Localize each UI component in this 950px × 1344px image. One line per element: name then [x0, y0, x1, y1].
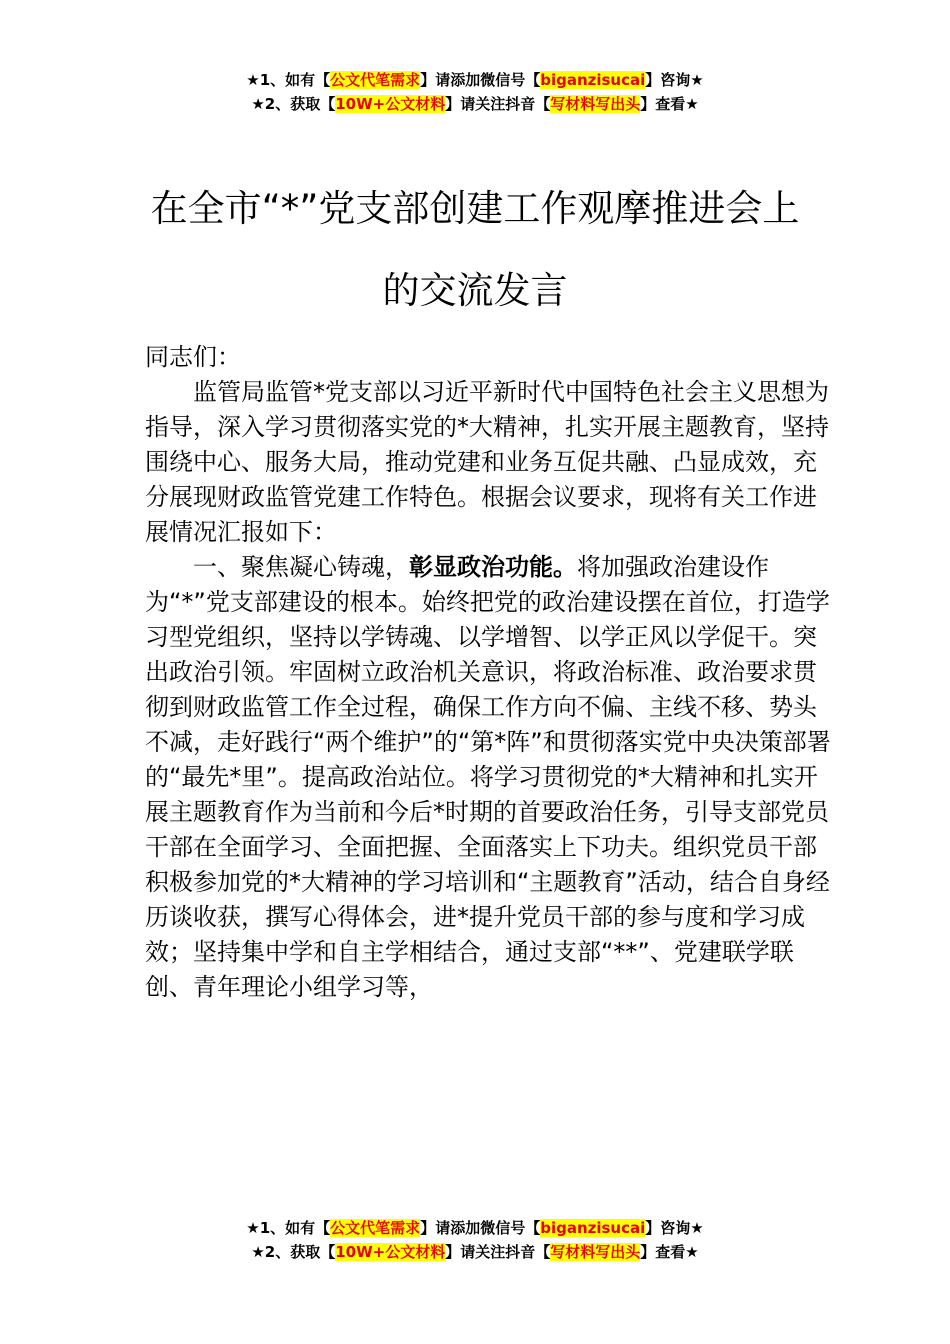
highlight-douyin: 写材料写出头	[550, 95, 641, 113]
footer-highlight-douyin: 写材料写出头	[550, 1243, 641, 1261]
banner-line-2: ★2、获取【10W+公文材料】请关注抖音【写材料写出头】查看★	[251, 95, 699, 113]
intro-paragraph: 监管局监管*党支部以习近平新时代中国特色社会主义思想为指导，深入学习贯彻落实党的*大精神，扎实开展主题教育，坚持围绕中心、服务大局，推动党建和业务互促共融、凸显成效，充分展现财政监管党建工作特色。根据会议要求，现将有关工作进展情况汇报如下：	[145, 378, 829, 546]
document-body	[145, 340, 835, 1005]
footer-highlight-wechat-id: biganzisucai	[540, 1219, 646, 1237]
footer-banner	[0, 1216, 950, 1264]
banner-line-1: ★1、如有【公文代笔需求】请添加微信号【biganzisucai】咨询★	[246, 71, 704, 89]
footer-banner-line-2: ★2、获取【10W+公文材料】请关注抖音【写材料写出头】查看★	[251, 1243, 699, 1261]
highlight-wechat-id: biganzisucai	[540, 71, 646, 89]
title-line-1: 在全市“*”党支部创建工作观摩推进会上	[150, 187, 800, 230]
footer-banner-line-1: ★1、如有【公文代笔需求】请添加微信号【biganzisucai】咨询★	[246, 1219, 704, 1237]
footer-highlight-service: 公文代笔需求	[330, 1219, 421, 1237]
section-one-heading: 一、聚焦凝心铸魂，	[193, 553, 409, 581]
section-one-heading-bold: 彰显政治功能。	[409, 553, 577, 581]
salutation: 同志们：	[145, 343, 241, 371]
footer-highlight-materials: 10W+公文材料	[335, 1243, 446, 1261]
section-one-paragraph	[145, 550, 835, 1005]
title-line-2: 的交流发言	[382, 269, 568, 312]
highlight-service: 公文代笔需求	[330, 71, 421, 89]
section-one-body: 将加强政治建设作为“*”党支部建设的根本。始终把党的政治建设摆在首位，打造学习型党组织，坚持以学铸魂、以学增智、以学正风以学促干。突出政治引领。牢固树立政治机关意识，将政治标准、政治要求贯彻到财政监管工作全过程，确保工作方向不偏、主线不移、势头不减，走好践行“两个维护”的“第*阵”和贯彻落实党中央决策部署的“最先*里”。提高政治站位。将学习贯彻党的*大精神和扎实开展主题教育作为当前和今后*时期的首要政治任务，引导支部党员干部在全面学习、全面把握、全面落实上下功夫。组织党员干部积极参加党的*大精神的学习培训和“主题教育”活动，结合自身经历谈收获，撰写心得体会，进*提升党员干部的参与度和学习成效；坚持集中学和自主学相结合，通过支部“**”、党建联学联创、青年理论小组学习等，	[145, 553, 831, 1001]
highlight-materials: 10W+公文材料	[335, 95, 446, 113]
document-title	[0, 168, 950, 332]
header-banner	[0, 68, 950, 116]
